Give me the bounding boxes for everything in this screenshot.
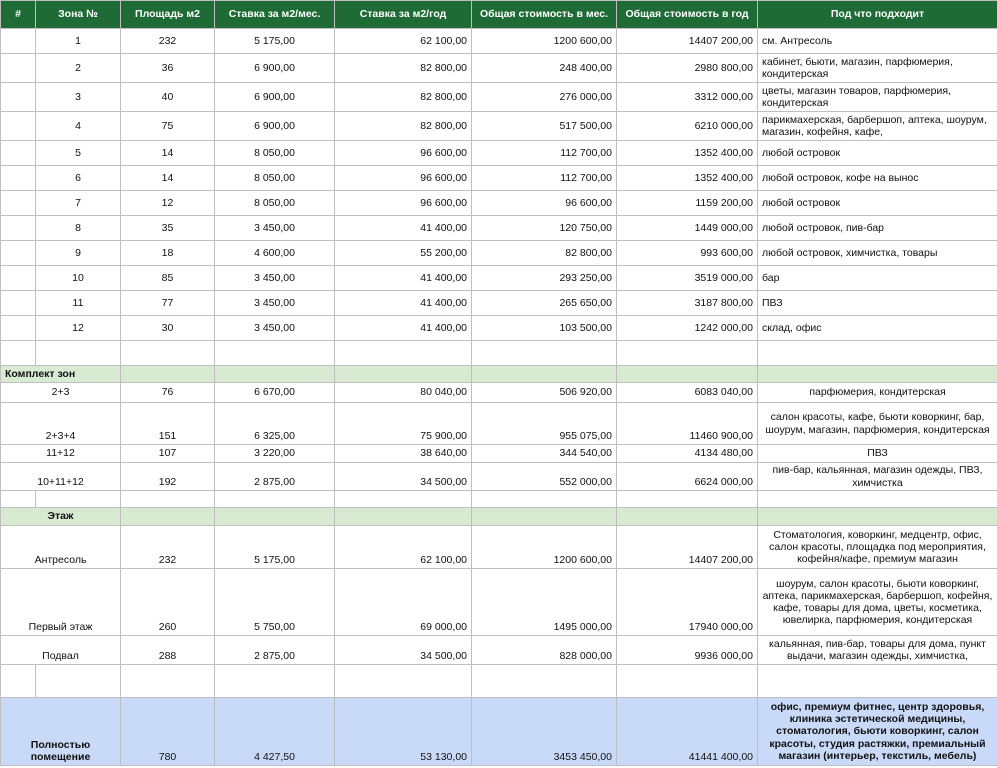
rate-year: 38 640,00	[335, 445, 472, 463]
rate-month: 6 900,00	[215, 54, 335, 83]
rate-year: 41 400,00	[335, 266, 472, 291]
total-year: 3187 800,00	[617, 291, 758, 316]
total-year: 1352 400,00	[617, 166, 758, 191]
rate-month: 5 750,00	[215, 569, 335, 636]
table-row	[1, 316, 997, 341]
rate-year: 80 040,00	[335, 383, 472, 403]
fits-for: любой островок, химчистка, товары	[758, 241, 997, 266]
total-year: 1242 000,00	[617, 316, 758, 341]
rate-month: 6 670,00	[215, 383, 335, 403]
table-row	[1, 383, 997, 403]
zone-number: 2	[36, 54, 121, 83]
total-year: 4134 480,00	[617, 445, 758, 463]
total-year: 9936 000,00	[617, 636, 758, 665]
area: 35	[121, 216, 215, 241]
rate-month: 2 875,00	[215, 636, 335, 665]
fits-for: пив-бар, кальянная, магазин одежды, ПВЗ, химчистка	[758, 463, 997, 491]
total-year: 6210 000,00	[617, 112, 758, 141]
area: 107	[121, 445, 215, 463]
rate-year: 75 900,00	[335, 403, 472, 445]
total-year: 14407 200,00	[617, 29, 758, 54]
table-row	[1, 266, 997, 291]
fits-for: любой островок	[758, 191, 997, 216]
zone-number: 5	[36, 141, 121, 166]
area: 77	[121, 291, 215, 316]
rate-year: 62 100,00	[335, 526, 472, 569]
table-row	[1, 191, 997, 216]
total-month: 828 000,00	[472, 636, 617, 665]
zone-number: 8	[36, 216, 121, 241]
area: 76	[121, 383, 215, 403]
total-year: 3312 000,00	[617, 83, 758, 112]
total-year: 2980 800,00	[617, 54, 758, 83]
total-month: 955 075,00	[472, 403, 617, 445]
area: 192	[121, 463, 215, 491]
combo-name: 11+12	[1, 445, 121, 463]
table-row	[1, 291, 997, 316]
total-year: 11460 900,00	[617, 403, 758, 445]
fits-for: офис, премиум фитнес, центр здоровья, клиника эстетической медицины, стоматология, бьюти коворкинг, салон красоты, студия растяжки, премиальный магазин (интерьер, текстиль, мебель)	[758, 698, 997, 766]
rate-year: 34 500,00	[335, 636, 472, 665]
rate-year: 96 600,00	[335, 166, 472, 191]
rate-month: 2 875,00	[215, 463, 335, 491]
rate-month: 8 050,00	[215, 141, 335, 166]
total-month: 82 800,00	[472, 241, 617, 266]
total-month: 96 600,00	[472, 191, 617, 216]
rate-year: 53 130,00	[335, 698, 472, 766]
area: 75	[121, 112, 215, 141]
rate-year: 96 600,00	[335, 191, 472, 216]
rate-year: 96 600,00	[335, 141, 472, 166]
table-row	[1, 526, 997, 569]
total-year: 1352 400,00	[617, 141, 758, 166]
total-row	[1, 698, 997, 766]
table-row	[1, 112, 997, 141]
rate-year: 41 400,00	[335, 216, 472, 241]
table-row	[1, 569, 997, 636]
total-month: 103 500,00	[472, 316, 617, 341]
header-row	[1, 1, 997, 29]
total-month: 293 250,00	[472, 266, 617, 291]
area: 151	[121, 403, 215, 445]
table-row	[1, 241, 997, 266]
section-title: Комплект зон	[1, 366, 121, 383]
rate-year: 41 400,00	[335, 291, 472, 316]
rate-month: 5 175,00	[215, 526, 335, 569]
empty-row	[1, 491, 997, 508]
total-month: 1495 000,00	[472, 569, 617, 636]
rate-month: 3 220,00	[215, 445, 335, 463]
fits-for: ПВЗ	[758, 291, 997, 316]
total-month: 3453 450,00	[472, 698, 617, 766]
rate-month: 8 050,00	[215, 166, 335, 191]
table-row	[1, 216, 997, 241]
total-month: 1200 600,00	[472, 526, 617, 569]
rate-year: 62 100,00	[335, 29, 472, 54]
area: 12	[121, 191, 215, 216]
total-year: 1449 000,00	[617, 216, 758, 241]
rate-year: 41 400,00	[335, 316, 472, 341]
total-year: 6624 000,00	[617, 463, 758, 491]
header-cell: Ставка за м2/мес.	[215, 1, 335, 29]
rate-year: 55 200,00	[335, 241, 472, 266]
rate-month: 5 175,00	[215, 29, 335, 54]
rate-month: 4 427,50	[215, 698, 335, 766]
empty-row	[1, 341, 997, 366]
combo-name: 2+3+4	[1, 403, 121, 445]
total-month: 276 000,00	[472, 83, 617, 112]
rate-year: 34 500,00	[335, 463, 472, 491]
total-year: 1159 200,00	[617, 191, 758, 216]
total-month: 112 700,00	[472, 141, 617, 166]
fits-for: бар	[758, 266, 997, 291]
floor-name: Антресоль	[1, 526, 121, 569]
fits-for: шоурум, салон красоты, бьюти коворкинг, аптека, парикмахерская, барбершоп, кофейня, кафе, товары для дома, цветы, косметика, ювелирка, парфюмерия, кондитерская	[758, 569, 997, 636]
total-month: 552 000,00	[472, 463, 617, 491]
rate-year: 82 800,00	[335, 54, 472, 83]
fits-for: любой островок	[758, 141, 997, 166]
fits-for: любой островок, пив-бар	[758, 216, 997, 241]
header-cell: Общая стоимость в год	[617, 1, 758, 29]
total-year: 14407 200,00	[617, 526, 758, 569]
rate-month: 3 450,00	[215, 216, 335, 241]
rate-year: 69 000,00	[335, 569, 472, 636]
total-month: 248 400,00	[472, 54, 617, 83]
fits-for: парфюмерия, кондитерская	[758, 383, 997, 403]
fits-for: ПВЗ	[758, 445, 997, 463]
section-title: Этаж	[1, 508, 121, 526]
fits-for: парикмахерская, барбершоп, аптека, шоурум, магазин, кофейня, кафе,	[758, 112, 997, 141]
total-year: 3519 000,00	[617, 266, 758, 291]
area: 18	[121, 241, 215, 266]
area: 288	[121, 636, 215, 665]
header-cell: Ставка за м2/год	[335, 1, 472, 29]
section-row	[1, 366, 997, 383]
section-row	[1, 508, 997, 526]
zone-number: 4	[36, 112, 121, 141]
rate-month: 4 600,00	[215, 241, 335, 266]
rate-year: 82 800,00	[335, 83, 472, 112]
total-month: 120 750,00	[472, 216, 617, 241]
floor-name: Подвал	[1, 636, 121, 665]
total-name: Полностью помещение	[1, 698, 121, 766]
fits-for: склад, офис	[758, 316, 997, 341]
fits-for: см. Антресоль	[758, 29, 997, 54]
header-cell: Под что подходит	[758, 1, 997, 29]
total-month: 506 920,00	[472, 383, 617, 403]
table-row	[1, 141, 997, 166]
table-row	[1, 54, 997, 83]
rate-month: 6 325,00	[215, 403, 335, 445]
rate-month: 3 450,00	[215, 316, 335, 341]
rate-year: 82 800,00	[335, 112, 472, 141]
area: 780	[121, 698, 215, 766]
rate-month: 8 050,00	[215, 191, 335, 216]
total-year: 6083 040,00	[617, 383, 758, 403]
rate-month: 6 900,00	[215, 83, 335, 112]
area: 85	[121, 266, 215, 291]
zone-number: 12	[36, 316, 121, 341]
fits-for: цветы, магазин товаров, парфюмерия, кондитерская	[758, 83, 997, 112]
zone-number: 9	[36, 241, 121, 266]
zone-number: 7	[36, 191, 121, 216]
area: 36	[121, 54, 215, 83]
table-row	[1, 403, 997, 445]
header-cell: Зона №	[36, 1, 121, 29]
empty-row	[1, 665, 997, 698]
combo-name: 10+11+12	[1, 463, 121, 491]
total-month: 1200 600,00	[472, 29, 617, 54]
area: 14	[121, 166, 215, 191]
table-row	[1, 29, 997, 54]
zone-number: 10	[36, 266, 121, 291]
total-year: 993 600,00	[617, 241, 758, 266]
fits-for: кальянная, пив-бар, товары для дома, пункт выдачи, магазин одежды, химчистка,	[758, 636, 997, 665]
fits-for: любой островок, кофе на вынос	[758, 166, 997, 191]
rate-month: 3 450,00	[215, 291, 335, 316]
area: 232	[121, 29, 215, 54]
fits-for: Стоматология, коворкинг, медцентр, офис, салон красоты, площадка под мероприятия, кофейня/кафе, премиум магазин	[758, 526, 997, 569]
rate-month: 6 900,00	[215, 112, 335, 141]
table-row	[1, 463, 997, 491]
zone-number: 3	[36, 83, 121, 112]
zone-number: 1	[36, 29, 121, 54]
table-row	[1, 636, 997, 665]
header-cell: #	[1, 1, 36, 29]
table-row	[1, 83, 997, 112]
floor-name: Первый этаж	[1, 569, 121, 636]
table-row	[1, 166, 997, 191]
area: 14	[121, 141, 215, 166]
fits-for: салон красоты, кафе, бьюти коворкинг, бар, шоурум, магазин, парфюмерия, кондитерская	[758, 403, 997, 445]
combo-name: 2+3	[1, 383, 121, 403]
total-year: 41441 400,00	[617, 698, 758, 766]
zone-number: 11	[36, 291, 121, 316]
total-year: 17940 000,00	[617, 569, 758, 636]
total-month: 112 700,00	[472, 166, 617, 191]
total-month: 344 540,00	[472, 445, 617, 463]
zone-number: 6	[36, 166, 121, 191]
area: 30	[121, 316, 215, 341]
table-row	[1, 445, 997, 463]
total-month: 517 500,00	[472, 112, 617, 141]
rate-month: 3 450,00	[215, 266, 335, 291]
total-month: 265 650,00	[472, 291, 617, 316]
header-cell: Площадь м2	[121, 1, 215, 29]
fits-for: кабинет, бьюти, магазин, парфюмерия, кондитерская	[758, 54, 997, 83]
area: 232	[121, 526, 215, 569]
area: 40	[121, 83, 215, 112]
area: 260	[121, 569, 215, 636]
header-cell: Общая стоимость в мес.	[472, 1, 617, 29]
